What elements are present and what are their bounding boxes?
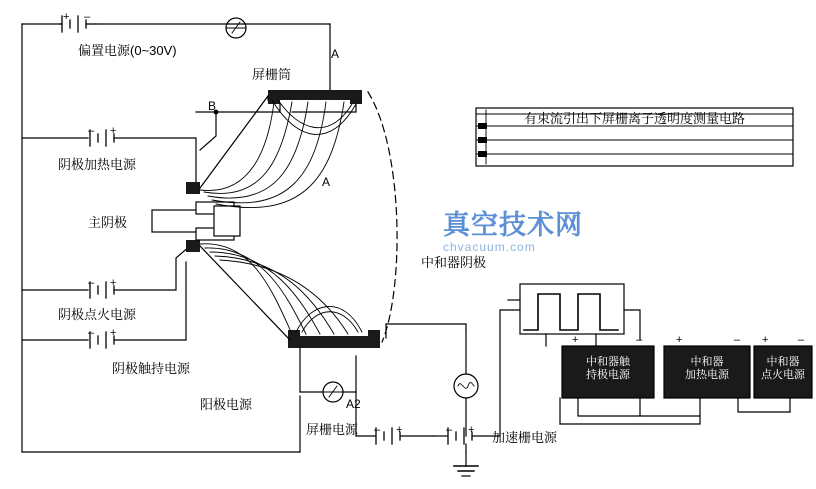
- neutralizer-heat-supply-line1: 中和器: [690, 356, 724, 368]
- field-lines-top: [200, 100, 356, 208]
- field-lines-bottom: [200, 244, 362, 334]
- watermark-sub: chvacuum.com: [443, 240, 536, 254]
- polarity-screen-minus: –: [374, 424, 381, 436]
- watermark-main: 真空技术网: [443, 210, 583, 241]
- polarity-heat-minus: –: [88, 125, 95, 137]
- label-screen-grid-supply: 屏栅电源: [306, 422, 359, 437]
- label-main-cathode: 主阴极: [88, 215, 128, 230]
- neutralizer-keep-supply-line2: 持极电源: [586, 368, 630, 381]
- marker-b: B: [208, 99, 217, 113]
- watermark: [443, 203, 583, 254]
- neutralizer-ignite-supply-line2: 点火电源: [761, 368, 805, 381]
- neutralizer-keep-supply: [562, 356, 654, 381]
- marker-a-mid: A: [322, 175, 331, 189]
- label-cathode-keep-supply: 阴极触持电源: [112, 361, 191, 376]
- polarity-ignite-minus: –: [88, 277, 95, 289]
- polarity-ignite-plus: +: [110, 277, 117, 289]
- neutralizer-ignite-supply: [754, 356, 812, 381]
- neutralizer-heat-supply: [664, 356, 750, 381]
- label-cathode-heat-supply: 阴极加热电源: [58, 157, 137, 172]
- screen-grid-cylinder: [268, 90, 380, 348]
- polarity-nbox3-plus: +: [762, 334, 769, 346]
- polarity-keep-plus: +: [110, 327, 117, 339]
- polarity-nbox1-plus: +: [572, 334, 579, 346]
- marker-a-top: A: [331, 47, 340, 61]
- label-bias-supply: 偏置电源(0~30V): [78, 43, 177, 58]
- polarity-accel-minus: –: [446, 424, 453, 436]
- neutralizer-heat-supply-line2: 加热电源: [685, 368, 729, 381]
- label-neutralizer-cathode: 中和器阴极: [421, 255, 487, 270]
- polarity-nbox2-plus: +: [676, 334, 683, 346]
- label-meter-a2: A2: [346, 397, 361, 411]
- polarity-heat-plus: +: [110, 125, 117, 137]
- panel-title: 有束流引出下屏栅离子透明度测量电路: [523, 111, 745, 126]
- neutralizer-ignite-supply-line1: 中和器: [766, 356, 800, 368]
- polarity-screen-plus: +: [396, 424, 403, 436]
- label-cathode-ignite-supply: 阴极点火电源: [58, 307, 137, 322]
- polarity-accel-plus: +: [468, 424, 475, 436]
- polarity-nbox3-minus: –: [798, 334, 805, 346]
- neutralizer-cathode-symbol: [520, 284, 624, 334]
- polarity-nbox1-minus: –: [636, 334, 643, 346]
- neutralizer-keep-supply-line1: 中和器触: [586, 356, 630, 368]
- polarity-bias-minus: –: [84, 11, 91, 23]
- label-screen-grid-cylinder: 屏栅筒: [252, 67, 292, 82]
- label-anode-supply: 阳极电源: [200, 397, 253, 412]
- polarity-keep-minus: –: [88, 327, 95, 339]
- polarity-bias-plus: +: [63, 11, 70, 23]
- label-accel-grid-supply: 加速栅电源: [492, 430, 558, 445]
- main-cathode-housing: [152, 202, 240, 240]
- polarity-nbox2-minus: –: [734, 334, 741, 346]
